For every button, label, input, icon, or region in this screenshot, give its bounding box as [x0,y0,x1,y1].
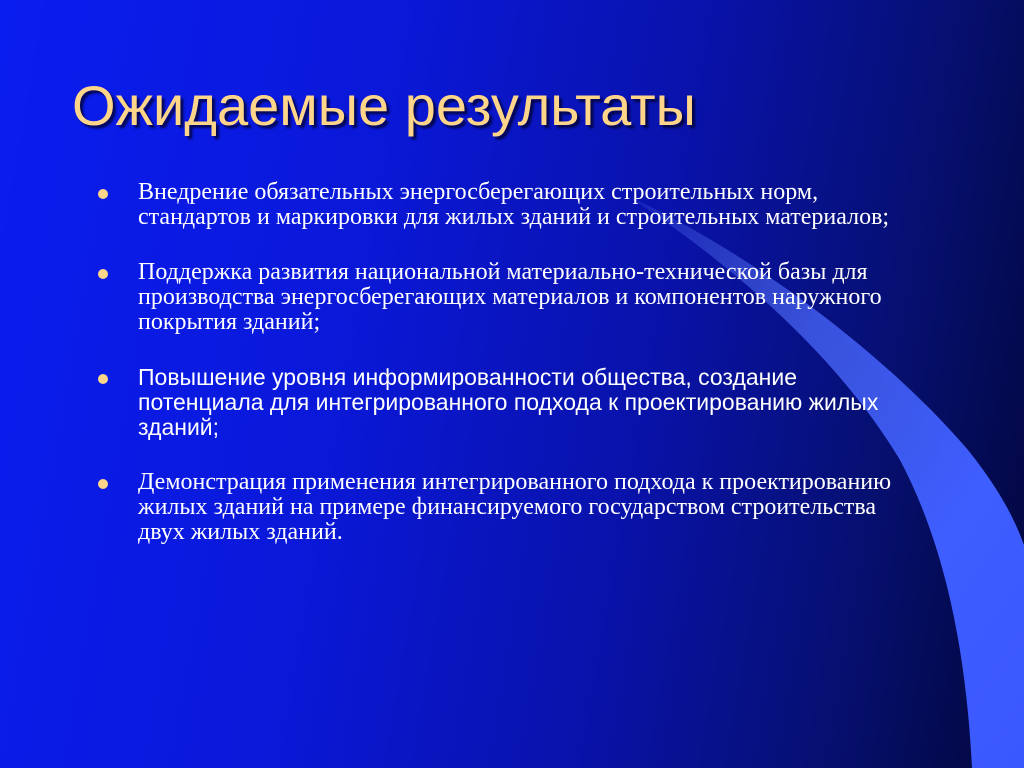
bullet-dot-icon [98,374,108,384]
bullet-text: Внедрение обязательных энергосберегающих строительных норм, стандартов и маркировки для жилых зданий и строительных материалов; [138,179,890,230]
slide-title: Ожидаемые результаты [72,74,696,137]
bullet-list [96,180,906,575]
bullet-text: Демонстрация применения интегрированного подхода к проектированию жилых зданий на примере финансируемого государством строительства двух жилых зданий. [138,469,892,545]
bullet-dot-icon [98,269,108,279]
bullet-dot-icon [98,479,108,489]
bullet-item-4 [96,470,906,545]
bullet-item-2 [96,260,906,335]
bullet-item-3 [96,365,906,440]
bullet-dot-icon [98,189,108,199]
bullet-text: Повышение уровня информированности общества, создание потенциала для интегрированного подхода к проектированию жилых зданий; [138,364,879,440]
bullet-item-1 [96,180,906,230]
bullet-text: Поддержка развития национальной материально-технической базы для производства энергосберегающих материалов и компонентов наружного покрытия зданий; [138,259,882,335]
